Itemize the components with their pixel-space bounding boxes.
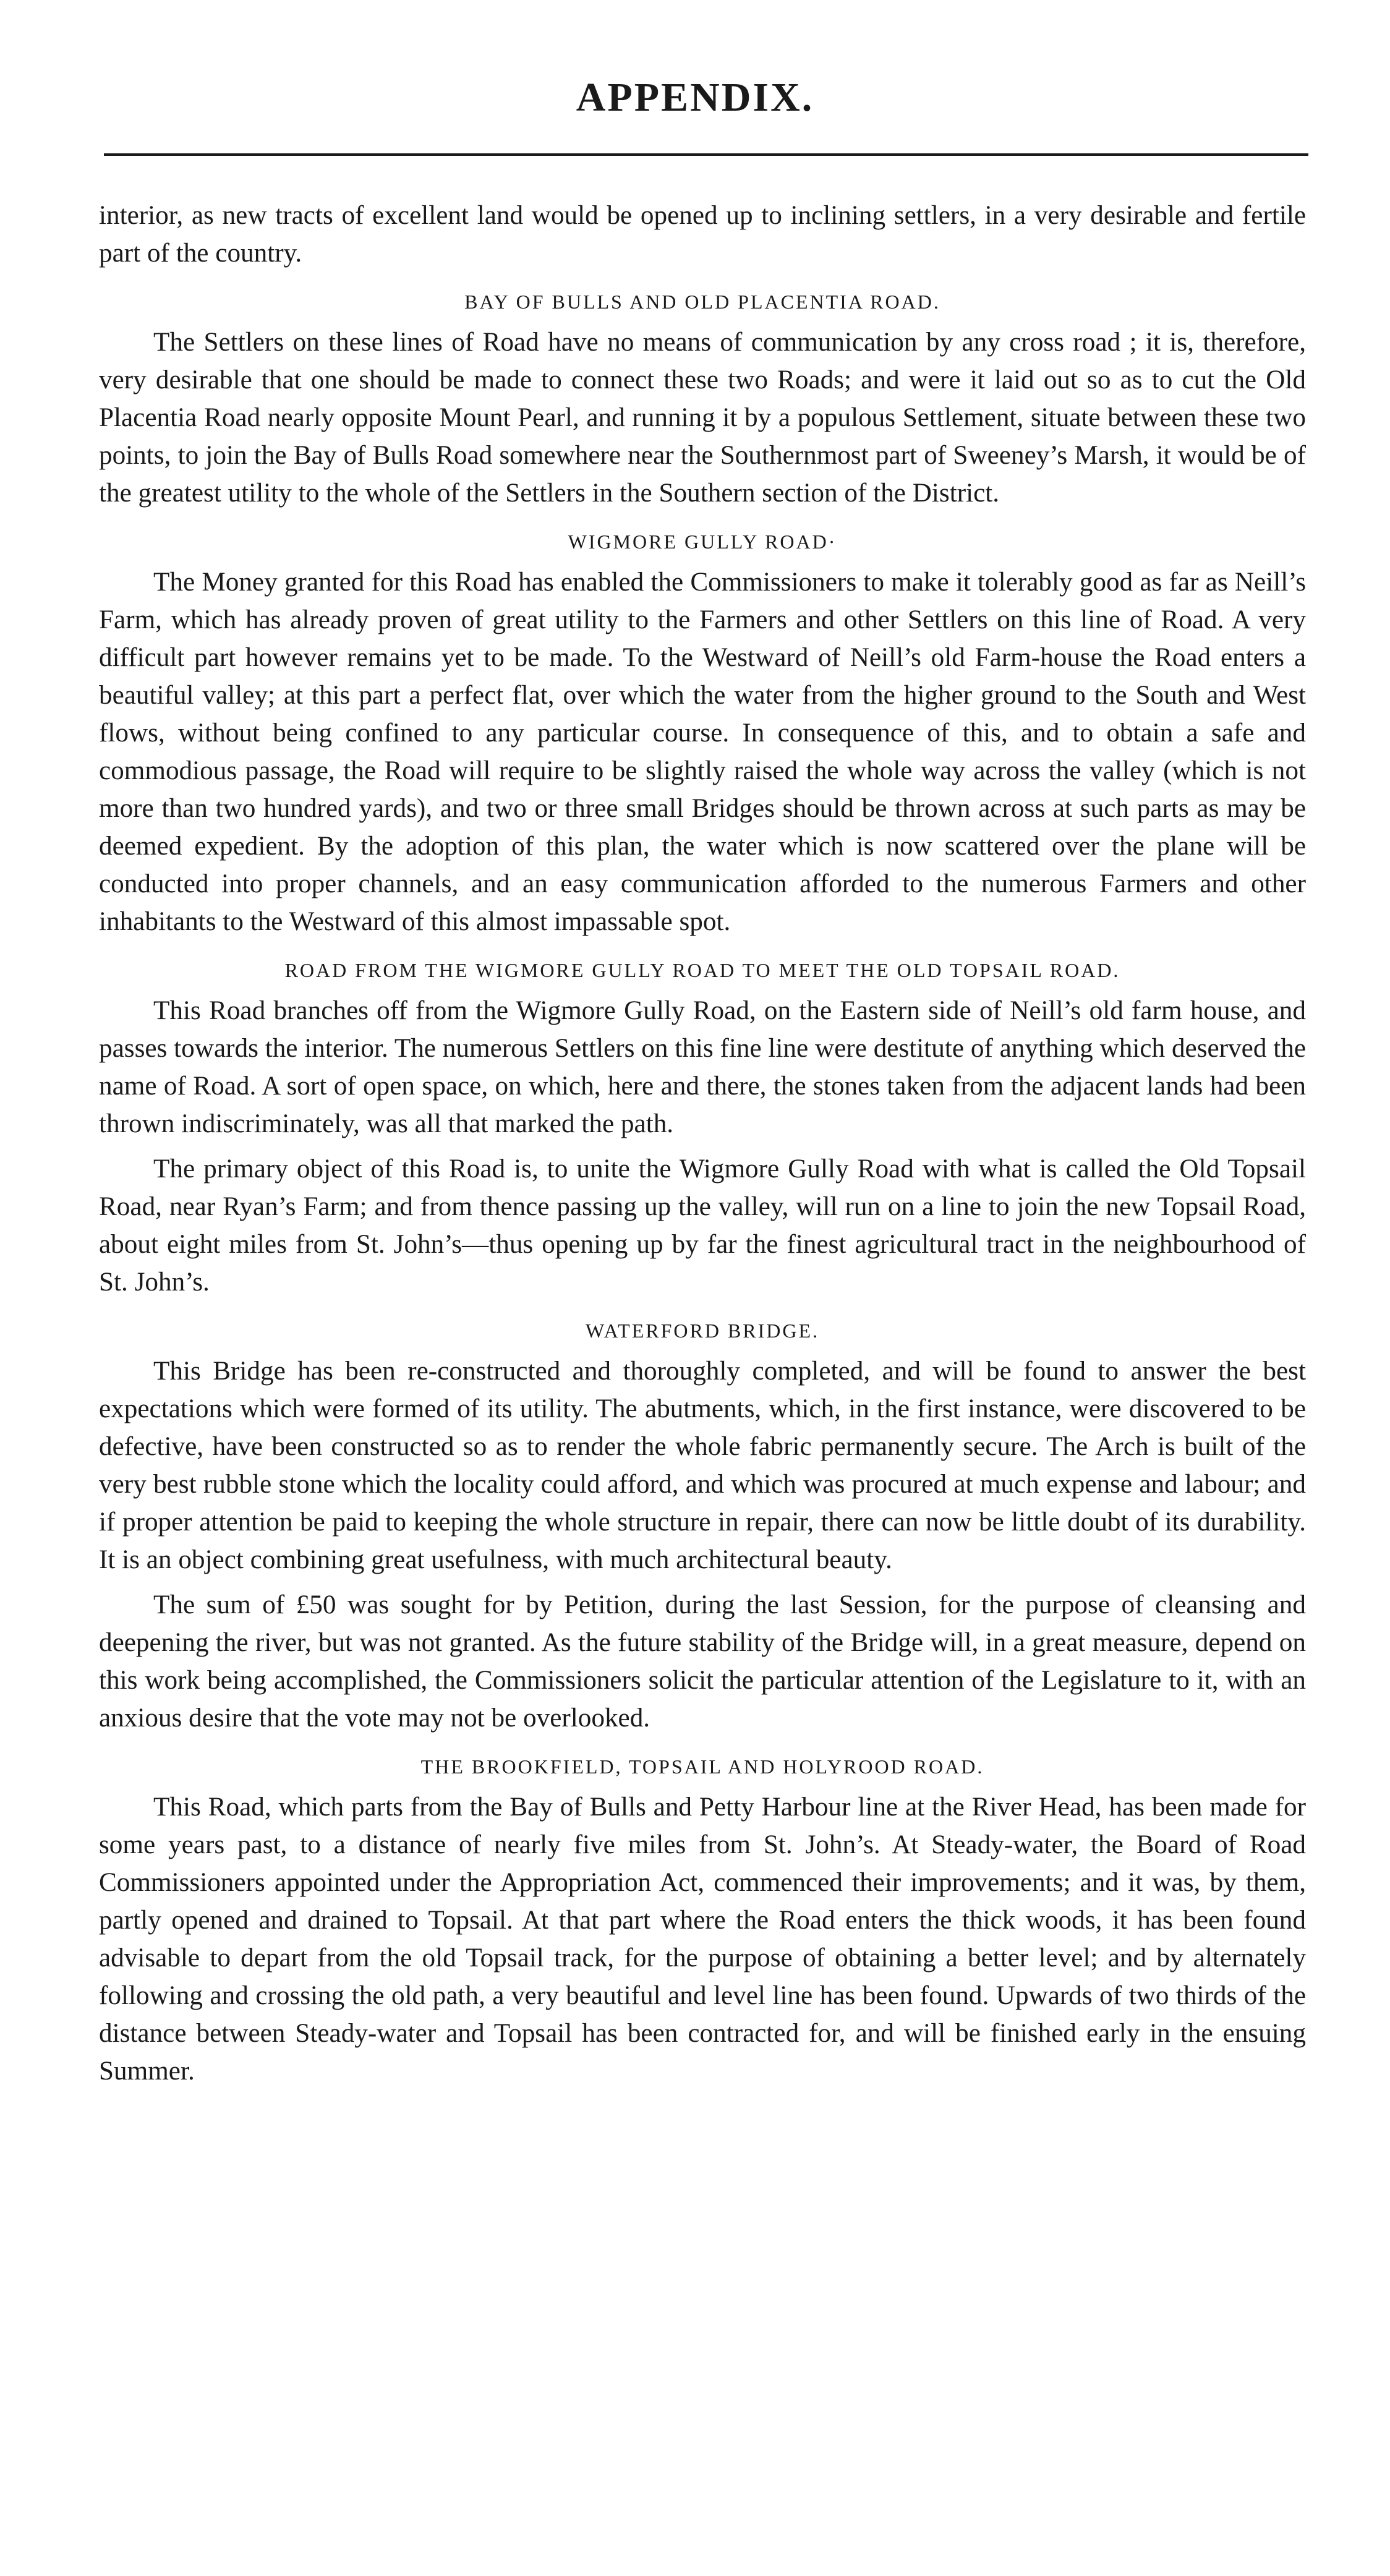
paragraph-old-topsail-1: This Road branches off from the Wigmore Gully Road, on the Eastern side of Neill’s old farm house, and passes towards the interior. The numerous Settlers on this fine line were destitute of anything which deserved the name of Road. A sort of open space, on which, here and there, the stones taken from the adjacent lands had been thrown indiscriminately, was all that marked the path.: [99, 996, 1306, 1138]
paragraph-wigmore-gully: The Money granted for this Road has enabled the Commissioners to make it tolerably good as far as Neill’s Farm, which has already proven of great utility to the Farmers and other Settlers on this line of Road. A very difficult part however remains yet to be made. To the Westward of Neill’s old Farm-house the Road enters a beautiful valley; at this part a perfect flat, over which the water from the higher ground to the South and West flows, without being confined to any particular course. In consequence of this, and to obtain a safe and commodious passage, the Road will require to be slightly raised the whole way across the valley (which is not more than two hundred yards), and two or three small Bridges should be thrown across at such parts as may be deemed expedient. By the adoption of this plan, the water which is now scattered over the plane will be conducted into proper channels, and an easy communication afforded to the numerous Farmers and other inhabitants to the Westward of this almost impassable spot.: [99, 568, 1306, 936]
page-title: APPENDIX.: [576, 75, 814, 120]
paragraph-waterford-bridge-1: This Bridge has been re-constructed and thoroughly completed, and will be found to answer the best expectations which were formed of its utility. The abutments, which, in the first instance, were discovered to be defective, have been constructed so as to render the whole fabric permanently secure. The Arch is built of the very best rubble stone which the locality could afford, and which was procured at much expense and labour; and if proper attention be paid to keeping the whole structure in repair, there can now be little doubt of its durability. It is an object combining great usefulness, with much architectural beauty.: [99, 1357, 1306, 1574]
page-body: [99, 197, 1306, 2090]
paragraph-old-topsail-2: The primary object of this Road is, to unite the Wigmore Gully Road with what is called the Old Topsail Road, near Ryan’s Farm; and from thence passing up the valley, will run on a line to join the new Topsail Road, about eight miles from St. John’s—thus opening up by far the finest agricultural tract in the neighbourhood of St. John’s.: [99, 1154, 1306, 1297]
paragraph-brookfield: This Road, which parts from the Bay of Bulls and Petty Harbour line at the River Head, has been made for some years past, to a distance of nearly five miles from St. John’s. At Steady-water, the Board of Road Commissioners appointed under the Appropriation Act, commenced their improvements; and it was, by them, partly opened and drained to Topsail. At that part where the Road enters the thick woods, it has been found advisable to depart from the old Topsail track, for the purpose of obtaining a better level; and by alternately following and crossing the old path, a very beautiful and level line has been found. Upwards of two thirds of the distance between Steady-water and Topsail has been contracted for, and will be finished early in the ensuing Summer.: [99, 1793, 1306, 2086]
section-heading-old-topsail: ROAD FROM THE WIGMORE GULLY ROAD TO MEET THE OLD TOPSAIL ROAD.: [284, 959, 1120, 981]
paragraph-waterford-bridge-2: The sum of £50 was sought for by Petition, during the last Session, for the purpose of cleansing and deepening the river, but was not granted. As the future stability of the Bridge will, in a great measure, depend on this work being accomplished, the Commissioners solicit the particular attention of the Legislature to it, with an anxious desire that the vote may not be overlooked.: [99, 1590, 1306, 1733]
section-heading-bay-of-bulls: BAY OF BULLS AND OLD PLACENTIA ROAD.: [464, 291, 940, 313]
section-heading-waterford-bridge: WATERFORD BRIDGE.: [585, 1320, 820, 1342]
section-heading-brookfield: THE BROOKFIELD, TOPSAIL AND HOLYROOD ROAD.: [420, 1755, 984, 1778]
header-rule: [104, 153, 1308, 156]
paragraph-bay-of-bulls: The Settlers on these lines of Road have no means of communication by any cross road ; it is, therefore, very desirable that one should be made to connect these two Roads; and were it laid out so as to cut the Old Placentia Road nearly opposite Mount Pearl, and running it by a populous Settlement, situate between these two points, to join the Bay of Bulls Road somewhere near the Southernmost part of Sweeney’s Marsh, it would be of the greatest utility to the whole of the Settlers in the Southern section of the District.: [99, 328, 1306, 508]
section-heading-wigmore-gully: WIGMORE GULLY ROAD·: [568, 531, 837, 553]
intro-paragraph: interior, as new tracts of excellent land would be opened up to inclining settlers, in a very desirable and fertile part of the country.: [99, 201, 1306, 268]
